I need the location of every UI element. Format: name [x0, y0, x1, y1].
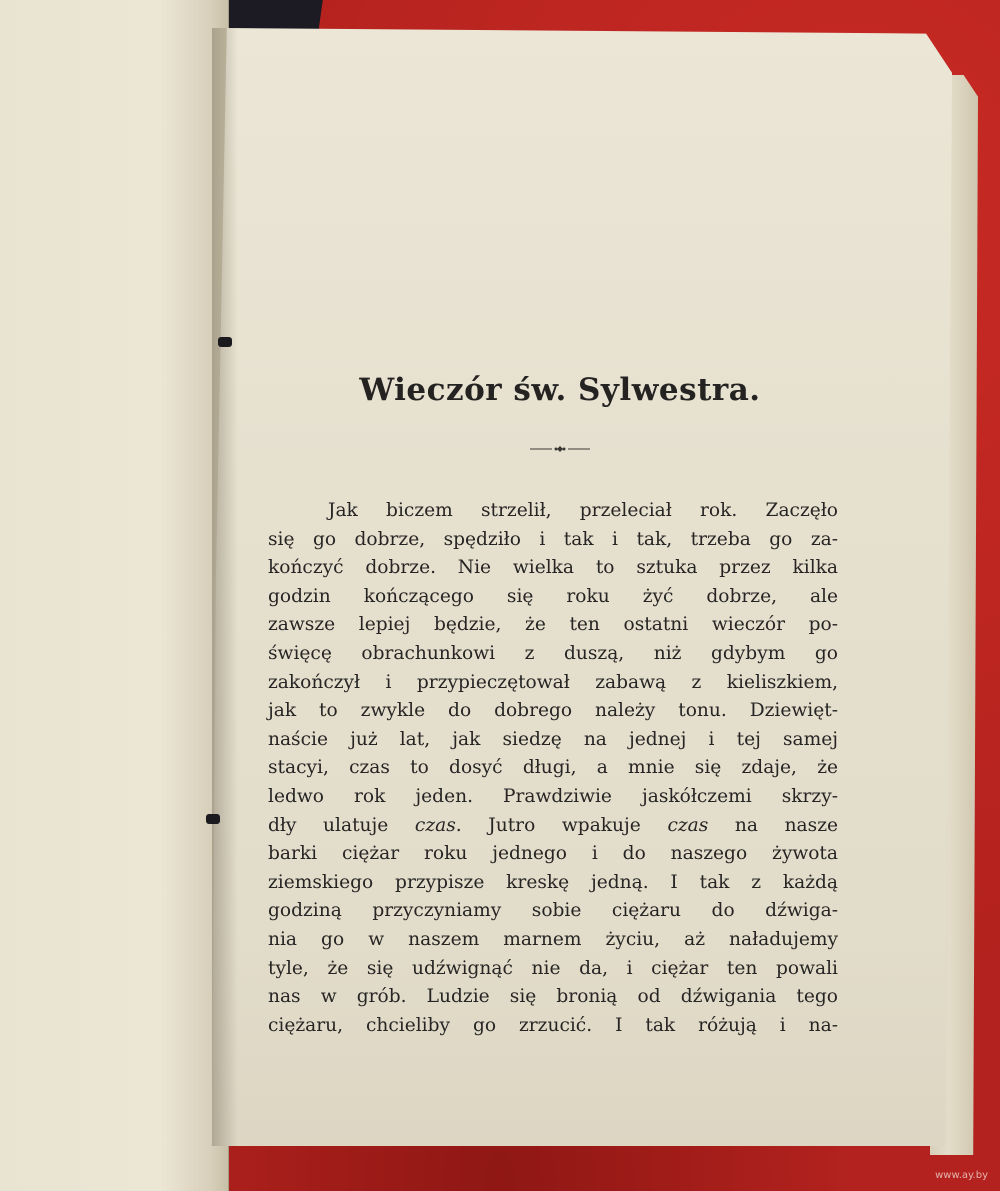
text-line: nas w grób. Ludzie się bronią od dźwigania tego: [268, 986, 838, 1008]
text-line: tyle, że się udźwignąć nie da, i ciężar ten powali: [268, 957, 838, 979]
left-page: [0, 0, 229, 1191]
text-line: ziemskiego przypisze kreskę jedną. I tak z każdą: [268, 871, 838, 893]
text-line: jak to zwykle do dobrego należy tonu. Dziewięt-: [268, 700, 838, 722]
text-line: się go dobrze, spędziło i tak i tak, trzeba go za-: [268, 528, 838, 550]
text-line: nia go w naszem marnem życiu, aż naładujemy: [268, 928, 838, 950]
text-line: kończyć dobrze. Nie wielka to sztuka przez kilka: [268, 557, 838, 579]
body-text: [268, 497, 838, 1040]
binding-stitch: [218, 337, 232, 347]
text-line: dły ulatuje czas. Jutro wpakuje czas na nasze: [268, 814, 838, 836]
text-line: barki ciężar roku jednego i do naszego żywota: [268, 843, 838, 865]
text-line: zakończył i przypieczętował zabawą z kieliszkiem,: [268, 671, 838, 693]
text-line: zawsze lepiej będzie, że ten ostatni wieczór po-: [268, 614, 838, 636]
chapter-title: Wieczór św. Sylwestra.: [359, 372, 761, 408]
gutter-shadow: [212, 28, 238, 1146]
text-line: Jak biczem strzelił, przeleciał rok. Zaczęło: [328, 500, 838, 521]
text-line: ledwo rok jeden. Prawdziwie jaskółczemi skrzy-: [268, 785, 838, 807]
text-line: stacyi, czas to dosyć długi, a mnie się zdaje, że: [268, 757, 838, 779]
text-line: godzin kończącego się roku żyć dobrze, ale: [268, 585, 838, 607]
ornament-divider-icon: [530, 444, 590, 454]
emphasized-word: czas: [414, 814, 456, 836]
binding-stitch: [206, 814, 220, 824]
text-line: święcę obrachunkowi z duszą, niż gdybym go: [268, 642, 838, 664]
text-line: ciężaru, chcieliby go zrzucić. I tak różują i na-: [268, 1014, 838, 1036]
text-line: godziną przyczyniamy sobie ciężaru do dźwiga-: [268, 900, 838, 922]
text-line: naście już lat, jak siedzę na jednej i tej samej: [268, 728, 838, 750]
watermark: www.ay.by: [935, 1170, 988, 1181]
emphasized-word: czas: [667, 814, 709, 836]
